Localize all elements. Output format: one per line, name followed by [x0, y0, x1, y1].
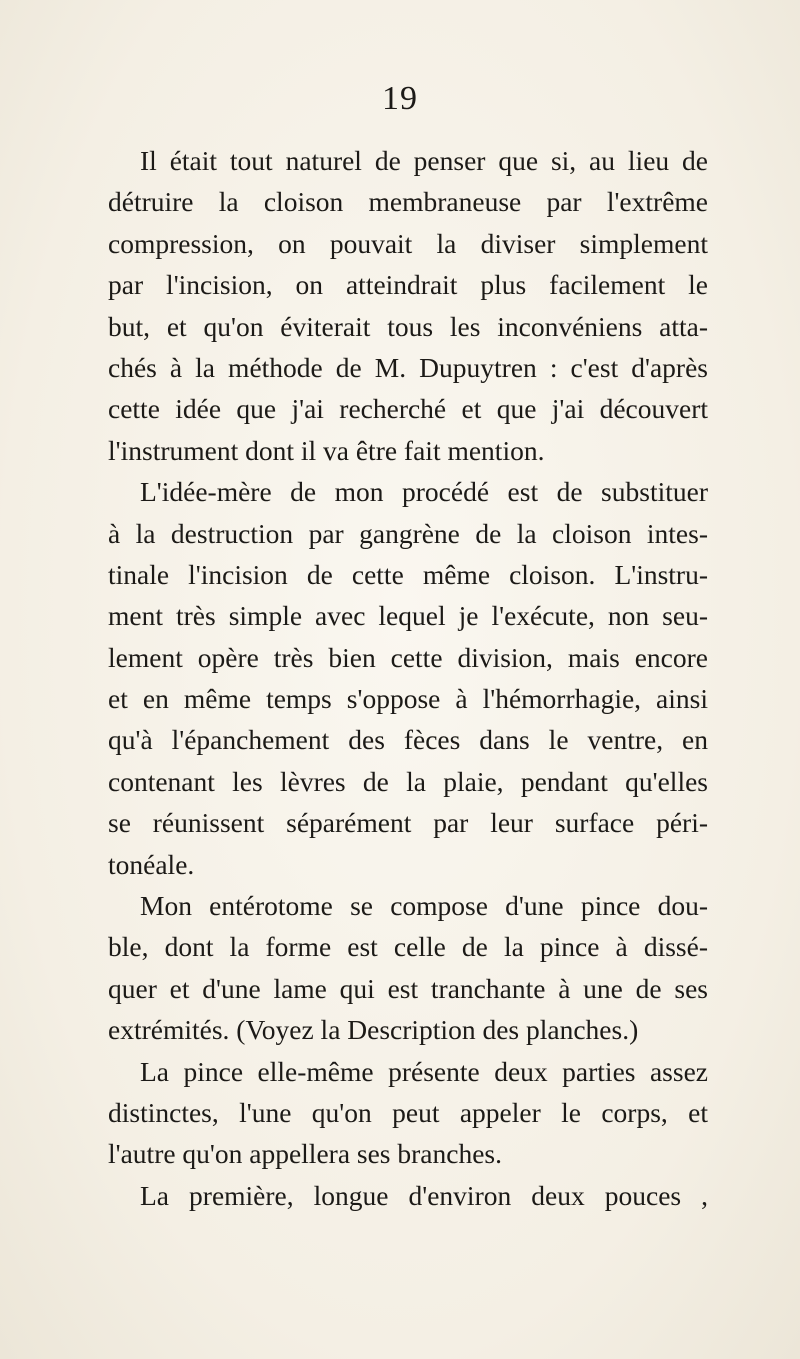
- text-line: tinale l'incision de cette même cloison. L'instru-: [108, 558, 708, 590]
- text-line: l'autre qu'on appellera ses branches.: [108, 1138, 502, 1170]
- text-line: détruire la cloison membraneuse par l'extrême: [108, 186, 708, 218]
- text-line: ble, dont la forme est celle de la pince à dissé-: [108, 931, 708, 963]
- text-line: qu'à l'épanchement des fèces dans le ventre, en: [108, 724, 708, 756]
- text-line: contenant les lèvres de la plaie, pendant qu'elles: [108, 765, 708, 797]
- text-line: La pince elle-même présente deux parties assez: [140, 1055, 708, 1087]
- text-line: distinctes, l'une qu'on peut appeler le corps, et: [108, 1096, 708, 1128]
- text-line: se réunissent séparément par leur surface péri-: [108, 807, 708, 839]
- text-line: lement opère très bien cette division, mais encore: [108, 641, 708, 673]
- body-text: [108, 140, 708, 1216]
- text-line: but, et qu'on éviterait tous les inconvéniens atta-: [108, 310, 708, 342]
- text-line: et en même temps s'oppose à l'hémorrhagie, ainsi: [108, 683, 708, 715]
- text-line: Il était tout naturel de penser que si, au lieu de: [140, 145, 708, 176]
- page-number: 19: [382, 80, 418, 117]
- text-line: cette idée que j'ai recherché et que j'ai découvert: [108, 393, 708, 425]
- text-line: L'idée-mère de mon procédé est de substituer: [140, 476, 708, 508]
- text-line: l'instrument dont il va être fait mention.: [108, 434, 545, 466]
- text-line: à la destruction par gangrène de la cloison intes-: [108, 517, 708, 549]
- text-line: par l'incision, on atteindrait plus facilement le: [108, 269, 708, 301]
- text-line: tonéale.: [108, 848, 195, 880]
- text-line: La première, longue d'environ deux pouces ,: [140, 1179, 708, 1211]
- text-line: chés à la méthode de M. Dupuytren : c'est d'après: [108, 351, 708, 383]
- text-line: Mon entérotome se compose d'une pince dou-: [140, 890, 708, 922]
- text-line: quer et d'une lame qui est tranchante à une de ses: [108, 972, 708, 1004]
- text-line: extrémités. (Voyez la Description des planches.): [108, 1014, 639, 1046]
- text-line: compression, on pouvait la diviser simplement: [108, 227, 708, 259]
- text-line: ment très simple avec lequel je l'exécute, non seu-: [108, 600, 708, 632]
